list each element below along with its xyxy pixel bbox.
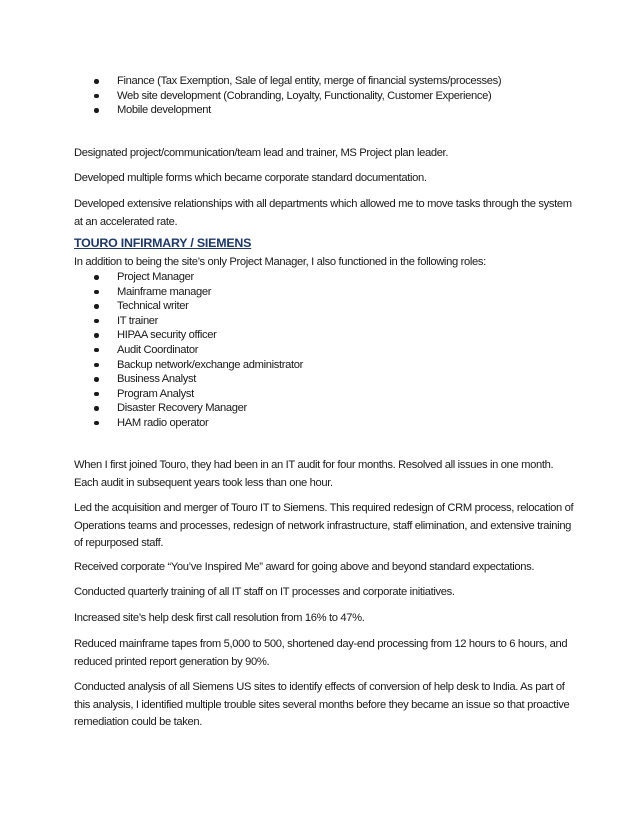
paragraph: Increased site’s help desk first call resolution from 16% to 47%. [74,612,365,624]
roles-list [94,270,303,431]
section-heading: TOURO INFIRMARY / SIEMENS [74,236,252,250]
paragraph: Received corporate “You’ve Inspired Me” award for going above and beyond standard expectations. [74,561,535,573]
paragraph: When I first joined Touro, they had been in an IT audit for four months. Resolved all issues in one month. Each audit in subsequent years took less than one hour. [74,459,554,489]
list-item: Technical writer [94,299,303,314]
section-intro: In addition to being the site’s only Project Manager, I also functioned in the following roles: [74,256,486,268]
paragraph: Developed extensive relationships with all departments which allowed me to move tasks through the system at an accelerated rate. [74,198,572,228]
list-item: Audit Coordinator [94,343,303,358]
paragraph: Developed multiple forms which became corporate standard documentation. [74,172,427,184]
list-item: Business Analyst [94,372,303,387]
list-item: HIPAA security officer [94,328,303,343]
list-item: Mobile development [94,103,501,118]
list-item: Mainframe manager [94,285,303,300]
paragraph: Reduced mainframe tapes from 5,000 to 500, shortened day-end processing from 12 hours to 6 hours, and reduced printed report generation by 90%. [74,638,568,668]
paragraph: Led the acquisition and merger of Touro IT to Siemens. This required redesign of CRM process, relocation of Operations teams and processes, redesign of network infrastructure, staff elimination, and extensive training of repurposed staff. [74,502,574,550]
list-item: Finance (Tax Exemption, Sale of legal entity, merge of financial systems/processes) [94,74,501,89]
top-bullet-list [94,74,501,118]
list-item: Project Manager [94,270,303,285]
paragraph: Conducted analysis of all Siemens US sites to identify effects of conversion of help desk to India. As part of this analysis, I identified multiple trouble sites several months before they became an issue so that proactive remediation could be taken. [74,681,570,729]
paragraph: Designated project/communication/team lead and trainer, MS Project plan leader. [74,147,449,159]
list-item: HAM radio operator [94,416,303,431]
paragraph: Conducted quarterly training of all IT staff on IT processes and corporate initiatives. [74,586,455,598]
list-item: Program Analyst [94,387,303,402]
list-item: IT trainer [94,314,303,329]
list-item: Disaster Recovery Manager [94,401,303,416]
list-item: Web site development (Cobranding, Loyalty, Functionality, Customer Experience) [94,89,501,104]
list-item: Backup network/exchange administrator [94,358,303,373]
